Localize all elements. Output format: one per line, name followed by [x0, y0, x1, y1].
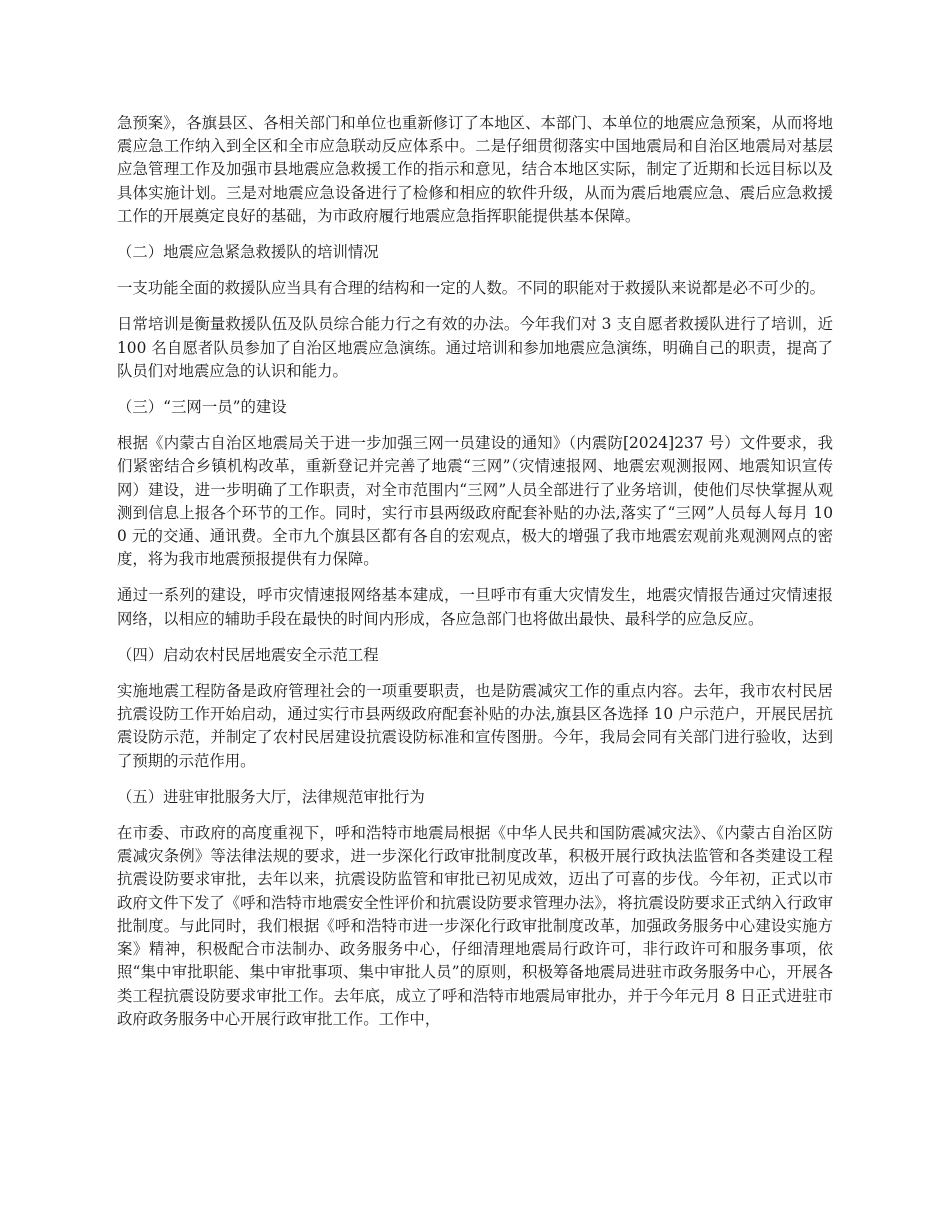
document-page	[117, 112, 833, 1044]
paragraph: 实施地震工程防备是政府管理社会的一项重要职责，也是防震减灾工作的重点内容。去年，我市农村民居抗震设防工作开始启动，通过实行市县两级政府配套补贴的办法,旗县区各选择 10 户示范户，开展民居抗震设防示范，并制定了农村民居建设抗震设防标准和宣传图册。今年，我局会同有关部门进行验收，达到了预期的示范作用。	[117, 682, 833, 770]
paragraph: 一支功能全面的救援队应当具有合理的结构和一定的人数。不同的职能对于救援队来说都是必不可少的。	[117, 279, 825, 298]
section-heading: （四）启动农村民居地震安全示范工程	[117, 645, 379, 664]
paragraph: 急预案》，各旗县区、各相关部门和单位也重新修订了本地区、本部门、本单位的地震应急预案，从而将地震应急工作纳入到全区和全市应急联动反应体系中。二是仔细贯彻落实中国地震局和自治区地震局对基层应急管理工作及加强市县地震应急救援工作的指示和意见，结合本地区实际，制定了近期和长远目标以及具体实施计划。三是对地震应急设备进行了检修和相应的软件升级，从而为震后地震应急、震后应急救援工作的开展奠定良好的基础，为市政府履行地震应急指挥职能提供基本保障。	[117, 114, 833, 225]
section-heading: （三）“三网一员”的建设	[117, 398, 287, 417]
paragraph: 通过一系列的建设，呼市灾情速报网络基本建成，一旦呼市有重大灾情发生，地震灾情报告通过灾情速报网络，以相应的辅助手段在最快的时间内形成，各应急部门也将做出最快、最科学的应急反应。	[117, 586, 833, 628]
section-heading: （二）地震应急紧急救援队的培训情况	[117, 243, 379, 262]
paragraph: 日常培训是衡量救援队伍及队员综合能力行之有效的办法。今年我们对 3 支自愿者救援队进行了培训，近 100 名自愿者队员参加了自治区地震应急演练。通过培训和参加地震应急演练，明确自己的职责，提高了队员们对地震应急的认识和能力。	[117, 315, 833, 380]
paragraph: 根据《内蒙古自治区地震局关于进一步加强三网一员建设的通知》（内震防[2024]237 号）文件要求，我们紧密结合乡镇机构改革，重新登记并完善了地震“三网”（灾情速报网、地震宏观测报网、地震知识宣传网）建设，进一步明确了工作职责，对全市范围内“三网”人员全部进行了业务培训，使他们尽快掌握从观测到信息上报各个环节的工作。同时，实行市县两级政府配套补贴的办法,落实了“三网”人员每人每月 100 元的交通、通讯费。全市九个旗县区都有各自的宏观点，极大的增强了我市地震宏观前兆观测网点的密度，将为我市地震预报提供有力保障。	[117, 434, 833, 569]
paragraph: 在市委、市政府的高度重视下，呼和浩特市地震局根据《中华人民共和国防震减灾法》、《内蒙古自治区防震减灾条例》等法律法规的要求，进一步深化行政审批制度改革，积极开展行政执法监管和各类建设工程抗震设防要求审批，去年以来，抗震设防监管和审批已初见成效，迈出了可喜的步伐。今年初，正式以市政府文件下发了《呼和浩特市地震安全性评价和抗震设防要求管理办法》，将抗震设防要求正式纳入行政审批制度。与此同时，我们根据《呼和浩特市进一步深化行政审批制度改革，加强政务服务中心建设实施方案》精神，积极配合市法制办、政务服务中心，仔细清理地震局行政许可，非行政许可和服务事项，依照“集中审批职能、集中审批事项、集中审批人员”的原则，积极筹备地震局进驻市政务服务中心，开展各类工程抗震设防要求审批工作。去年底，成立了呼和浩特市地震局审批办，并于今年元月 8 日正式进驻市政府政务服务中心开展行政审批工作。工作中，	[117, 824, 833, 1028]
section-heading: （五）进驻审批服务大厅，法律规范审批行为	[117, 787, 425, 806]
